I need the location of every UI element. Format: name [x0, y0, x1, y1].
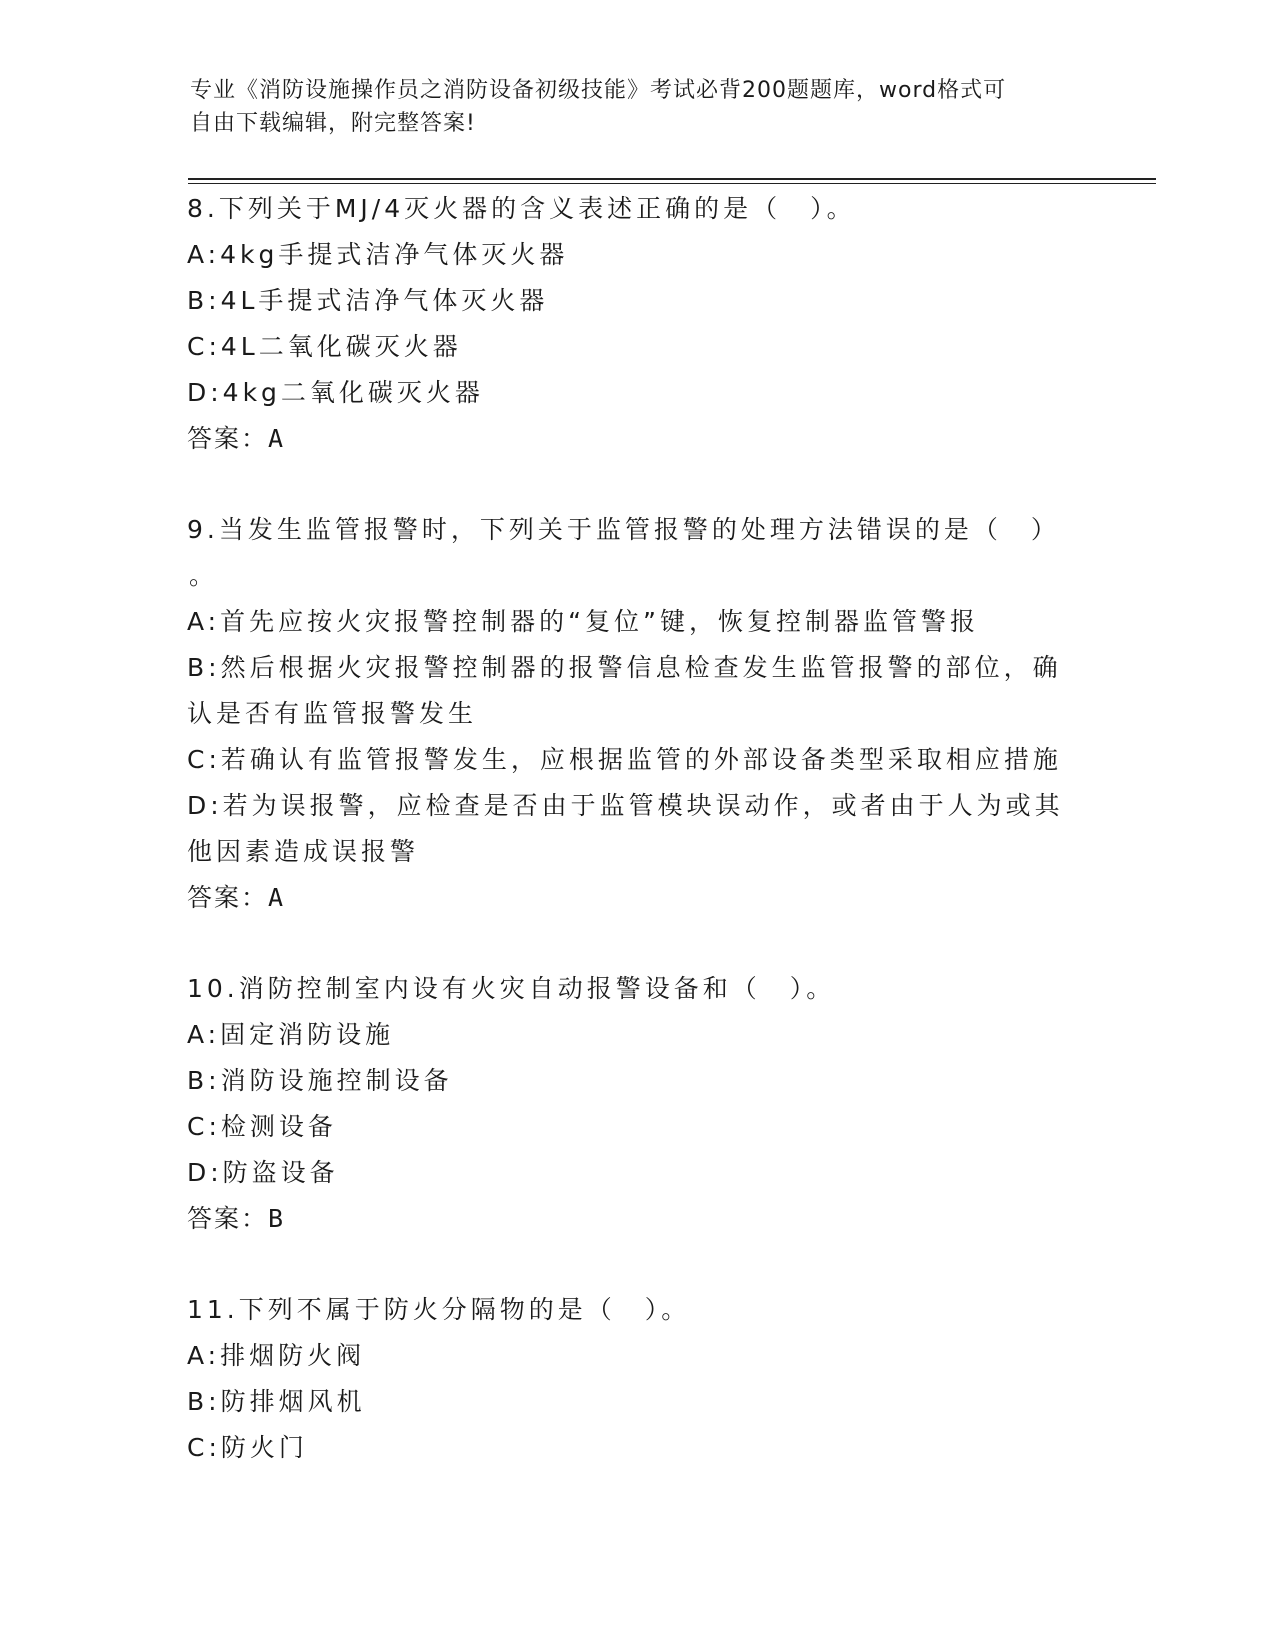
option-item-continuation: 认是否有监管报警发生	[187, 699, 478, 728]
question-item	[187, 507, 1087, 921]
option-item: D:防盗设备	[187, 1158, 339, 1187]
document-header	[190, 74, 1070, 140]
question-stem: 9.当发生监管报警时，下列关于监管报警的处理方法错误的是（ ）	[187, 515, 1060, 544]
option-item: C:4L二氧化碳灭火器	[187, 332, 462, 361]
option-item: A:首先应按火灾报警控制器的“复位”键，恢复控制器监管警报	[187, 607, 979, 636]
answer-line	[187, 875, 1087, 921]
answer-label: 答案：	[187, 1204, 269, 1233]
answer-label: 答案：	[187, 883, 269, 912]
question-list	[187, 186, 1087, 1516]
option-item: B:然后根据火灾报警控制器的报警信息检查发生监管报警的部位，确	[187, 653, 1062, 682]
answer-line	[187, 1196, 1087, 1242]
option-item: D:若为误报警，应检查是否由于监管模块误动作，或者由于人为或其	[187, 791, 1064, 820]
option-item: A:4kg手提式洁净气体灭火器	[187, 240, 569, 269]
option-item: B:防排烟风机	[187, 1387, 366, 1416]
answer-line	[187, 416, 1087, 462]
option-item-continuation: 他因素造成误报警	[187, 837, 420, 866]
header-line-1: 专业《消防设施操作员之消防设备初级技能》考试必背200题题库，word格式可	[190, 78, 1007, 103]
question-item	[187, 186, 1087, 462]
option-item: C:若确认有监管报警发生，应根据监管的外部设备类型采取相应措施	[187, 745, 1062, 774]
question-stem: 8.下列关于MJ/4灭火器的含义表述正确的是（ ）。	[187, 194, 856, 223]
option-item: C:防火门	[187, 1433, 308, 1462]
question-stem: 11.下列不属于防火分隔物的是（ ）。	[187, 1295, 691, 1324]
answer-value: A	[268, 424, 286, 453]
header-line-2: 自由下载编辑，附完整答案!	[190, 111, 476, 136]
question-item	[187, 966, 1087, 1242]
answer-value: B	[268, 1204, 286, 1233]
header-divider-thick	[188, 178, 1156, 180]
option-item: A:排烟防火阀	[187, 1341, 366, 1370]
question-stem-tail: 。	[189, 561, 215, 590]
answer-value: A	[268, 883, 286, 912]
answer-label: 答案：	[187, 424, 269, 453]
option-item: A:固定消防设施	[187, 1020, 395, 1049]
question-stem: 10.消防控制室内设有火灾自动报警设备和（ ）。	[187, 974, 836, 1003]
option-item: B:消防设施控制设备	[187, 1066, 453, 1095]
option-item: B:4L手提式洁净气体灭火器	[187, 286, 549, 315]
header-divider-thin	[188, 183, 1156, 184]
option-item: C:检测设备	[187, 1112, 337, 1141]
option-item: D:4kg二氧化碳灭火器	[187, 378, 484, 407]
question-item	[187, 1287, 1087, 1471]
